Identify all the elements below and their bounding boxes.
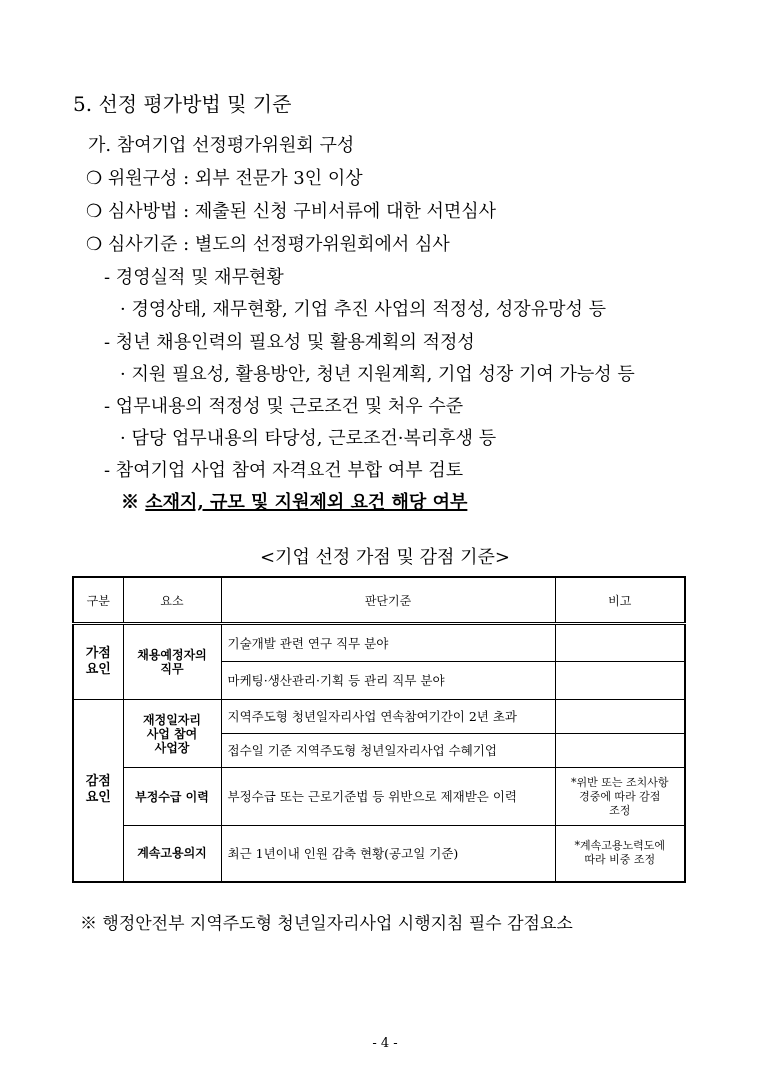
table-header-row [73, 577, 685, 624]
header-category: 구분 [73, 577, 123, 624]
footnote: ※ 행정안전부 지역주도형 청년일자리사업 시행지침 필수 감점요소 [80, 914, 573, 934]
note-cell [555, 700, 685, 734]
scoring-table [72, 576, 686, 883]
note-cell: *위반 또는 조치사항 경중에 따라 감점 조정 [555, 768, 685, 826]
category-deduction: 감점 요인 [73, 700, 123, 882]
criterion-detail: · 담당 업무내용의 타당성, 근로조건·복리후생 등 [120, 428, 497, 449]
list-item: ❍ 심사방법 : 제출된 신청 구비서류에 대한 서면심사 [86, 201, 497, 222]
element-fraud-history: 부정수급 이력 [123, 768, 221, 826]
emphasis-note [121, 488, 467, 514]
note-cell [555, 624, 685, 662]
note-cell: *계속고용노력도에 따라 비중 조정 [555, 826, 685, 882]
header-element: 요소 [123, 577, 221, 624]
criterion-cell: 접수일 기준 지역주도형 청년일자리사업 수혜기업 [221, 734, 555, 768]
criterion-title: - 참여기업 사업 참여 자격요건 부합 여부 검토 [104, 460, 464, 481]
reference-mark: ※ [121, 492, 139, 513]
table-row [73, 700, 685, 734]
criterion-detail: · 지원 필요성, 활용방안, 청년 지원계획, 기업 성장 기여 가능성 등 [120, 364, 635, 385]
table-row [73, 768, 685, 826]
table-caption: <기업 선정 가점 및 감점 기준> [259, 547, 511, 568]
list-item: ❍ 위원구성 : 외부 전문가 3인 이상 [86, 168, 363, 189]
criterion-cell: 마케팅·생산관리·기획 등 관리 직무 분야 [221, 662, 555, 700]
subsection-title: 가. 참여기업 선정평가위원회 구성 [88, 135, 355, 156]
criterion-detail: · 경영상태, 재무현황, 기업 추진 사업의 적정성, 성장유망성 등 [120, 299, 606, 320]
header-criteria: 판단기준 [221, 577, 555, 624]
criterion-cell: 부정수급 또는 근로기준법 등 위반으로 제재받은 이력 [221, 768, 555, 826]
element-job: 채용예정자의 직무 [123, 624, 221, 700]
note-cell [555, 734, 685, 768]
section-title: 5. 선정 평가방법 및 기준 [73, 92, 292, 116]
criterion-title: - 경영실적 및 재무현황 [104, 267, 284, 288]
note-cell [555, 662, 685, 700]
criterion-title: - 업무내용의 적정성 및 근로조건 및 처우 수준 [104, 396, 464, 417]
criterion-title: - 청년 채용인력의 필요성 및 활용계획의 적정성 [104, 332, 475, 353]
criterion-cell: 지역주도형 청년일자리사업 연속참여기간이 2년 초과 [221, 700, 555, 734]
list-item: ❍ 심사기준 : 별도의 선정평가위원회에서 심사 [86, 234, 450, 255]
element-fiscal-job: 재정일자리 사업 참여 사업장 [123, 700, 221, 768]
page-number: - 4 - [372, 1036, 398, 1051]
table-row [73, 826, 685, 882]
table-row [73, 624, 685, 662]
emphasis-text: 소재지, 규모 및 지원제외 요건 해당 여부 [145, 492, 468, 513]
element-continued-employment: 계속고용의지 [123, 826, 221, 882]
category-bonus: 가점 요인 [73, 624, 123, 700]
criterion-cell: 최근 1년이내 인원 감축 현황(공고일 기준) [221, 826, 555, 882]
criterion-cell: 기술개발 관련 연구 직무 분야 [221, 624, 555, 662]
header-note: 비고 [555, 577, 685, 624]
